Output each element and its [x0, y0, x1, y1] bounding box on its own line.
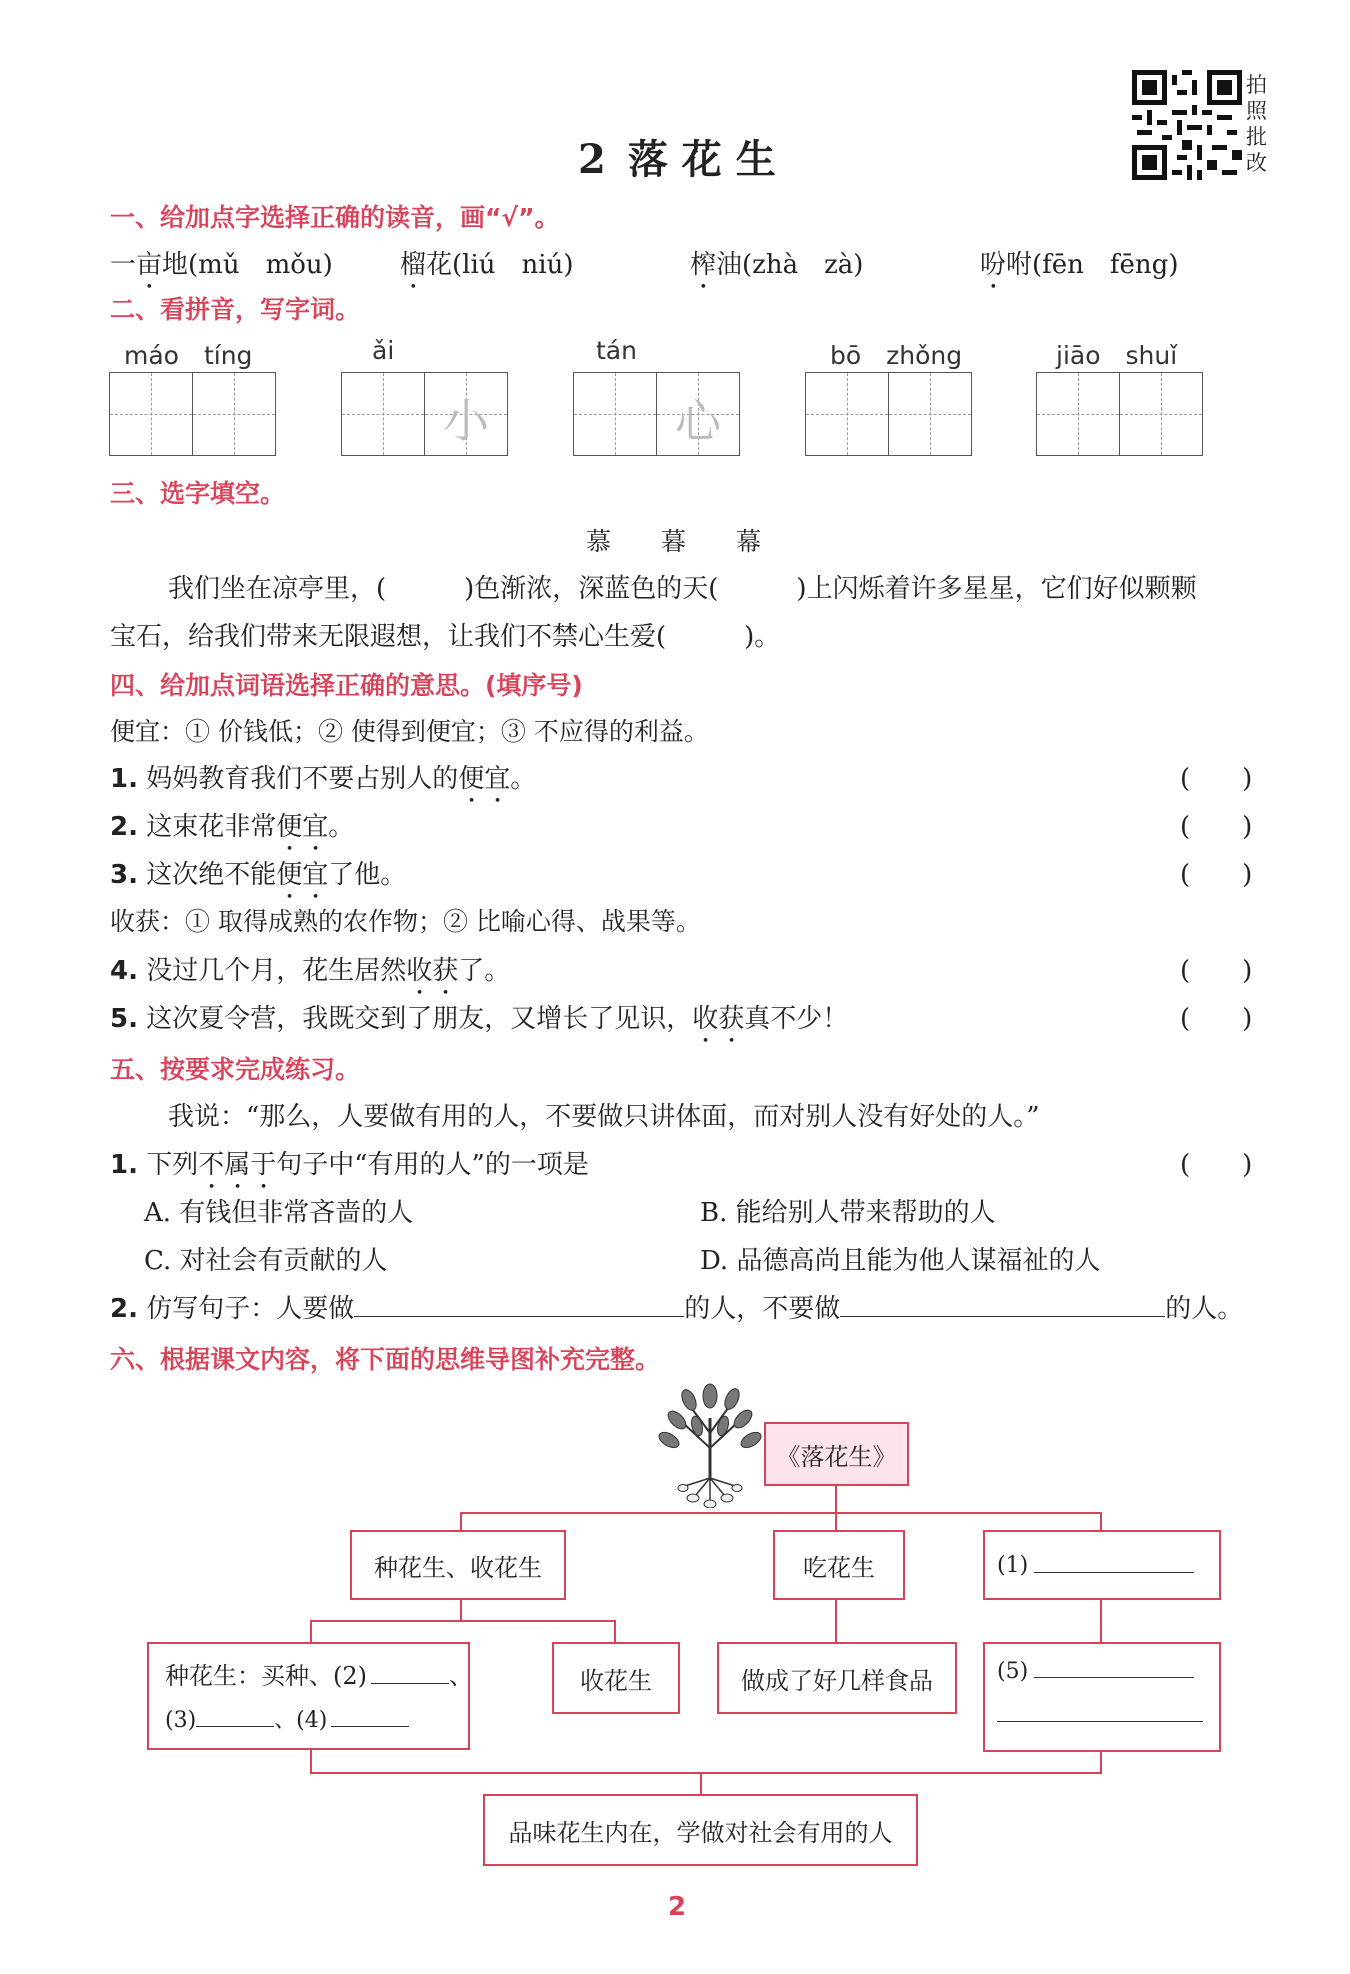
choice-chars: 慕 暮 幕: [586, 527, 762, 556]
dotted-char: 榴: [400, 250, 427, 280]
answer-blank[interactable]: [354, 1316, 684, 1317]
hint-char: 小: [443, 394, 489, 448]
connector-line: [835, 1512, 837, 1532]
connector-line: [460, 1600, 462, 1622]
answer-paren[interactable]: ( ): [1180, 1004, 1253, 1034]
writing-grid[interactable]: [341, 372, 508, 456]
connector-line: [310, 1748, 312, 1774]
connector-line: [1100, 1512, 1102, 1532]
section-3-heading: 三、选字填空。: [110, 479, 286, 508]
answer-blank[interactable]: [331, 1726, 409, 1727]
connector-line: [310, 1620, 312, 1642]
writing-grid[interactable]: [573, 372, 740, 456]
writing-grid[interactable]: [805, 372, 972, 456]
section-1-heading: 一、给加点字选择正确的读音，画“√”。: [110, 203, 560, 232]
question-item: 1. 下列不属于句子中“有用的人”的一项是: [110, 1150, 589, 1180]
option-d[interactable]: D. 品德高尚且能为他人谋福祉的人: [700, 1246, 1101, 1276]
pinyin-label: jiāo shuǐ: [1056, 341, 1178, 370]
question-item: 3. 这次绝不能便宜了他。: [110, 860, 407, 890]
connector-line: [835, 1600, 837, 1642]
connector-line: [460, 1512, 462, 1532]
dotted-char: 吩: [980, 250, 1007, 280]
answer-paren[interactable]: ( ): [1180, 956, 1253, 986]
mindmap-node: 收花生: [552, 1642, 680, 1714]
mindmap-blank-node[interactable]: (1): [983, 1530, 1221, 1600]
fill-text-line: 宝石，给我们带来无限遐想，让我们不禁心生爱( )。: [110, 622, 781, 652]
mindmap-node: 种花生、收花生: [350, 1530, 566, 1600]
answer-paren[interactable]: ( ): [1180, 812, 1253, 842]
sec1-item: 榨油(zhà zà): [690, 250, 864, 280]
section-2-heading: 二、看拼音，写字词。: [110, 295, 361, 324]
question-item: 4. 没过几个月，花生居然收获了。: [110, 956, 511, 986]
answer-blank[interactable]: [196, 1726, 274, 1727]
connector-line: [614, 1620, 616, 1642]
option-a[interactable]: A. 有钱但非常吝啬的人: [144, 1198, 414, 1228]
option-c[interactable]: C. 对社会有贡献的人: [144, 1246, 388, 1276]
option-b[interactable]: B. 能给别人带来帮助的人: [700, 1198, 996, 1228]
mindmap-node[interactable]: 种花生：买种、(2) 、 (3) 、(4): [147, 1642, 470, 1750]
writing-grid[interactable]: [1036, 372, 1203, 456]
question-item: 2. 这束花非常便宜。: [110, 812, 355, 842]
dotted-char: 亩: [136, 250, 163, 280]
page-number: 2: [668, 1892, 687, 1922]
definition-line: 收获：① 取得成熟的农作物；② 比喻心得、战果等。: [110, 907, 701, 936]
connector-line: [460, 1512, 1102, 1514]
connector-line: [700, 1772, 702, 1796]
answer-blank[interactable]: [1034, 1677, 1194, 1678]
section-5-heading: 五、按要求完成练习。: [110, 1055, 361, 1084]
pinyin-label: ǎi: [372, 336, 395, 365]
pinyin-label: bō zhǒng: [830, 341, 963, 370]
pinyin-label: tán: [596, 336, 637, 365]
answer-paren[interactable]: ( ): [1180, 1150, 1253, 1180]
peanut-plant-icon: [655, 1378, 765, 1508]
connector-line: [1100, 1750, 1102, 1774]
section-6-heading: 六、根据课文内容，将下面的思维导图补充完整。: [110, 1345, 661, 1374]
pinyin-label: máo tíng: [124, 341, 253, 370]
answer-blank[interactable]: [840, 1316, 1165, 1317]
dotted-char: 榨: [690, 250, 717, 280]
mindmap-conclusion-node: 品味花生内在，学做对社会有用的人: [483, 1794, 918, 1866]
imitation-sentence: 2. 仿写句子：人要做 的人，不要做 的人。: [110, 1294, 1244, 1324]
page-title: [578, 128, 776, 185]
mindmap-root-node: 《落花生》: [764, 1422, 909, 1486]
sec1-item: 吩咐(fēn fēng): [980, 250, 1179, 280]
connector-line: [310, 1620, 616, 1622]
answer-paren[interactable]: ( ): [1180, 764, 1253, 794]
connector-line: [1100, 1600, 1102, 1642]
section-4-heading: 四、给加点词语选择正确的意思。(填序号): [110, 671, 583, 700]
qr-label-char: 拍: [1246, 73, 1267, 97]
lesson-number: 2: [578, 136, 606, 183]
connector-line: [835, 1484, 837, 1514]
quote-line: 我说：“那么，人要做有用的人，不要做只讲体面，而对别人没有好处的人。”: [168, 1102, 1040, 1132]
qr-code-icon[interactable]: [1132, 70, 1242, 180]
fill-text-line: 我们坐在凉亭里，( )色渐浓，深蓝色的天( )上闪烁着许多星星，它们好似颗颗: [168, 574, 1197, 604]
answer-paren[interactable]: ( ): [1180, 860, 1253, 890]
answer-blank[interactable]: [997, 1721, 1203, 1722]
lesson-title: 落 花 生: [627, 136, 776, 183]
mindmap-node: 吃花生: [773, 1530, 905, 1600]
writing-grid[interactable]: [109, 372, 276, 456]
mindmap-blank-node[interactable]: (5): [983, 1642, 1221, 1752]
qr-label-char: 照: [1246, 99, 1267, 123]
qr-label-char: 改: [1246, 151, 1267, 175]
question-item: 5. 这次夏令营，我既交到了朋友，又增长了见识，收获真不少！: [110, 1004, 849, 1034]
qr-label: [1246, 72, 1270, 176]
mindmap-node: 做成了好几样食品: [717, 1642, 957, 1714]
sec1-item: 榴花(liú niú): [400, 250, 574, 280]
hint-char: 心: [675, 394, 721, 448]
question-item: 1. 妈妈教育我们不要占别人的便宜。: [110, 764, 537, 794]
definition-line: 便宜：① 价钱低；② 使得到便宜；③ 不应得的利益。: [110, 717, 709, 746]
answer-blank[interactable]: [371, 1683, 449, 1684]
qr-label-char: 批: [1246, 125, 1267, 149]
connector-line: [310, 1772, 1102, 1774]
sec1-item: 一亩地(mǔ mǒu): [110, 250, 333, 280]
